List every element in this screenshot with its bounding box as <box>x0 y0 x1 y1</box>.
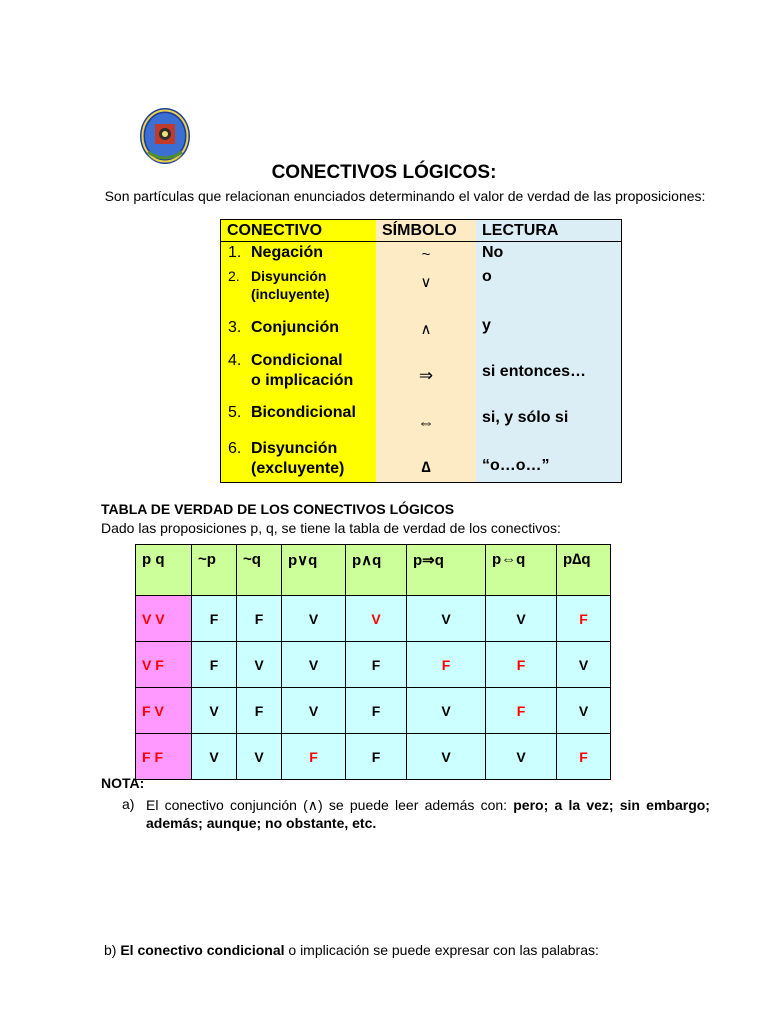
nota-a-text-1: El conectivo conjunción ( <box>146 797 308 813</box>
nota-b-bold: El conectivo condicional <box>120 942 285 958</box>
value-cell: F <box>237 596 282 642</box>
row-number: 6. <box>228 440 242 457</box>
connective-symbol: ∆ <box>421 459 431 476</box>
table-row <box>136 642 611 688</box>
nota-a-letter: a) <box>122 796 135 812</box>
header-cell: ~q <box>237 545 282 596</box>
value-cell: F <box>346 688 407 734</box>
value-cell: V <box>282 688 346 734</box>
nota-a-text <box>146 796 710 832</box>
nota-a-text-2: ) se puede leer además con: <box>318 797 508 813</box>
connective-symbol: ⇔ <box>417 413 435 432</box>
row-number: 2. <box>228 268 240 284</box>
connective-name: Disyunción <box>251 268 327 284</box>
value-cell: V <box>407 688 486 734</box>
header-cell: p∨q <box>282 545 346 596</box>
value-cell: V <box>192 688 237 734</box>
connective-reading: No <box>482 244 504 261</box>
header-cell: p q <box>136 545 192 596</box>
nota-a-bold: pero; a la vez; sin embargo; además; aunque; no obstante, etc. <box>146 797 710 831</box>
header-cell: p∆q <box>557 545 611 596</box>
and-symbol: ∧ <box>307 797 319 813</box>
header-cell: p∧q <box>346 545 407 596</box>
connective-name: Condicional <box>251 352 343 369</box>
pq-cell: F V <box>136 688 192 734</box>
row-number: 1. <box>228 244 242 261</box>
nota-heading: NOTA: <box>101 775 145 791</box>
university-crest-icon <box>138 106 192 168</box>
header-cell: ~p <box>192 545 237 596</box>
page-subtitle: Son partículas que relacionan enunciados determinando el valor de verdad de las proposiciones: <box>104 188 706 204</box>
value-cell: F <box>192 596 237 642</box>
connective-name: Disyunción <box>251 440 338 457</box>
value-cell: V <box>557 688 611 734</box>
table-row <box>136 596 611 642</box>
nota-b <box>104 942 599 958</box>
value-cell: F <box>407 642 486 688</box>
connective-reading: si, y sólo si <box>482 409 569 426</box>
value-cell: V <box>486 596 557 642</box>
value-cell: V <box>237 734 282 780</box>
pq-cell: V V <box>136 596 192 642</box>
table-row <box>136 688 611 734</box>
value-cell: V <box>282 596 346 642</box>
connective-symbol: ⇒ <box>418 366 434 385</box>
connectives-table <box>220 219 622 483</box>
value-cell: V <box>407 596 486 642</box>
value-cell: F <box>486 642 557 688</box>
value-cell: V <box>192 734 237 780</box>
row-number: 5. <box>228 404 242 421</box>
value-cell: V <box>486 734 557 780</box>
value-cell: V <box>346 596 407 642</box>
connective-name: Conjunción <box>251 319 339 336</box>
connective-name: (incluyente) <box>251 286 330 302</box>
header-cell: p⇔q <box>486 545 557 596</box>
connective-symbol: ∨ <box>420 274 432 291</box>
connective-reading: “o…o…” <box>482 457 550 474</box>
value-cell: V <box>282 642 346 688</box>
value-cell: F <box>346 642 407 688</box>
row-number: 3. <box>228 319 242 336</box>
nota-b-letter: b) <box>104 942 117 958</box>
connective-reading: o <box>482 268 492 285</box>
value-cell: V <box>237 642 282 688</box>
nota-b-text: o implicación se puede expresar con las palabras: <box>288 942 599 958</box>
truth-header-row <box>136 545 611 596</box>
connective-name: (excluyente) <box>251 460 345 477</box>
value-cell: V <box>407 734 486 780</box>
value-cell: F <box>282 734 346 780</box>
connective-name: Negación <box>251 244 324 261</box>
pq-cell: V F <box>136 642 192 688</box>
connective-reading: si entonces… <box>482 363 587 380</box>
connective-name: Bicondicional <box>251 404 356 421</box>
truth-table-description: Dado las proposiciones p, q, se tiene la tabla de verdad de los conectivos: <box>101 520 561 536</box>
row-number: 4. <box>228 352 242 369</box>
header-conectivo: CONECTIVO <box>221 220 376 242</box>
connective-name: o implicación <box>251 372 354 389</box>
value-cell: F <box>557 734 611 780</box>
table-row <box>136 734 611 780</box>
header-cell: p⇒q <box>407 545 486 596</box>
pq-cell: F F <box>136 734 192 780</box>
truth-table-title: TABLA DE VERDAD DE LOS CONECTIVOS LÓGICOS <box>101 501 455 517</box>
connective-symbol: ∧ <box>420 321 432 338</box>
value-cell: F <box>192 642 237 688</box>
value-cell: F <box>557 596 611 642</box>
page-title: CONECTIVOS LÓGICOS: <box>271 162 497 183</box>
truth-table <box>135 544 611 780</box>
value-cell: F <box>346 734 407 780</box>
header-lectura: LECTURA <box>476 220 621 242</box>
value-cell: F <box>237 688 282 734</box>
header-simbolo: SÍMBOLO <box>376 220 476 242</box>
value-cell: V <box>557 642 611 688</box>
connective-symbol: ~ <box>421 246 431 263</box>
connective-reading: y <box>482 317 491 334</box>
value-cell: F <box>486 688 557 734</box>
